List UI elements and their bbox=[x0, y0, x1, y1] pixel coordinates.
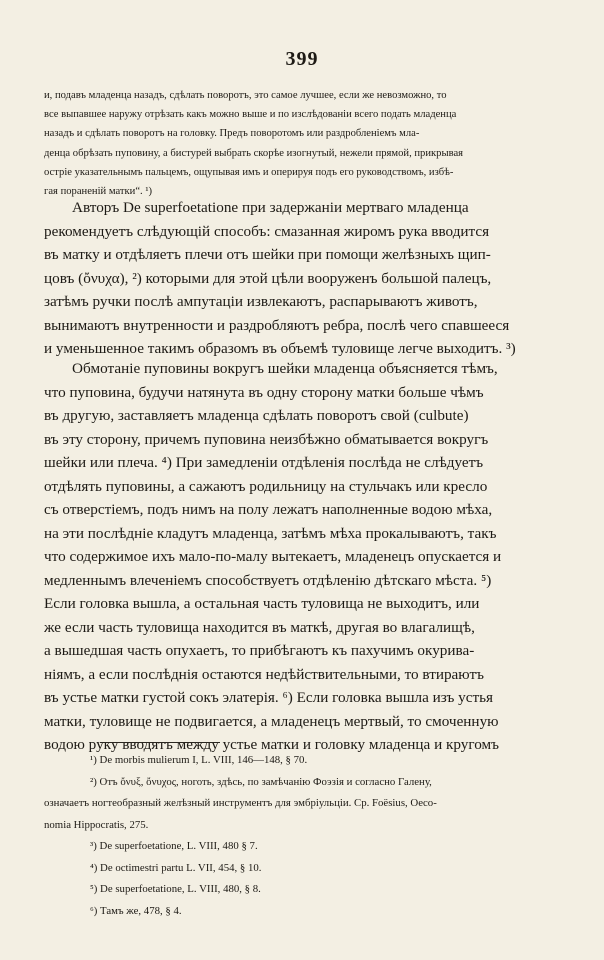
footnotes bbox=[44, 750, 556, 922]
text-line: затѣмъ ручки послѣ ампутаціи извлекаютъ, распарываютъ животъ, bbox=[44, 293, 478, 310]
text-line: назадъ и сдѣлать поворотъ на головку. Предъ поворотомъ или раздробленіемъ мла- bbox=[44, 128, 420, 140]
text-line: рекомендуетъ слѣдующій способъ: смазанная жиромъ рука вводится bbox=[44, 222, 490, 240]
text-line: что пуповина, будучи натянута въ одну сторону матки больше чѣмъ bbox=[44, 383, 484, 401]
text-line: ніямъ, а если послѣднія остаются недѣйствительными, то втираютъ bbox=[44, 665, 484, 683]
footnote-continuation: означаетъ ногтеобразный желѣзный инструментъ для эмбріульціи. Ср. Foësius, Oeco- bbox=[44, 797, 437, 809]
text-line: въ устье матки густой сокъ элатерія. ⁶) Если головка вышла изъ устья bbox=[44, 689, 494, 706]
text-line: денца обрѣзать пуповину, а бистурей выбрать скорѣе изогнутый, нежели прямой, прикрывая bbox=[44, 147, 464, 159]
text-line: въ другую, заставляетъ младенца сдѣлать поворотъ свой (culbute) bbox=[44, 407, 469, 424]
text-line: вынимаютъ внутренности и раздробляютъ ребра, послѣ чего спавшееся bbox=[44, 316, 510, 334]
text-line: матки, туловище не подвигается, а младенецъ мертвый, то смоченную bbox=[44, 712, 499, 730]
text-line: Если головка вышла, а остальная часть туловища не выходитъ, или bbox=[44, 595, 480, 612]
footnote-separator bbox=[100, 742, 220, 743]
text-line: Обмотаніе пуповины вокругъ шейки младенца объясняется тѣмъ, bbox=[72, 360, 498, 377]
text-line: а вышедшая часть опухаетъ, то прибѣгаютъ къ пахучимъ окурива- bbox=[44, 642, 475, 659]
text-line: медленнымъ влеченіемъ способствуетъ отдѣленію дѣтскаго мѣста. ⁵) bbox=[44, 571, 492, 589]
paragraph-1 bbox=[44, 196, 556, 361]
text-line: съ отверстіемъ, подъ нимъ на полу лежатъ наполненные водою мѣха, bbox=[44, 501, 493, 518]
page-number: 399 bbox=[285, 48, 319, 70]
footnote: ²) Отъ ὄνυξ, ὄνυχος, ноготь, здѣсь, по замѣчанію Фоэзія и согласно Галену, bbox=[90, 775, 432, 788]
text-line: отдѣлять пуповины, а сажаютъ родильницу на стульчакъ или кресло bbox=[44, 477, 488, 495]
text-line: что содержимое ихъ мало-по-малу вытекаетъ, младенецъ опускается и bbox=[44, 548, 502, 565]
footnote: ⁴) De octimestri partu L. VII, 454, § 10. bbox=[90, 861, 262, 874]
text-line: острiе указательнымъ пальцемъ, ощупывая имъ и оперируя подъ его руководствомъ, избѣ- bbox=[44, 166, 454, 178]
top-paragraph bbox=[44, 86, 556, 201]
text-line: водою руку вводятъ между устье матки и головку младенца и кругомъ bbox=[44, 736, 499, 753]
text-line: все выпавшее наружу отрѣзать какъ можно выше и по изслѣдованіи всего подать младенца bbox=[44, 109, 457, 121]
paragraph-2 bbox=[44, 357, 556, 757]
text-line: въ эту сторону, причемъ пуповина неизбѣжно обматывается вокругъ bbox=[44, 430, 489, 448]
text-line: шейки или плеча. ⁴) При замедленіи отдѣленія послѣда не слѣдуетъ bbox=[44, 454, 484, 471]
footnote-continuation: nomia Hippocratis, 275. bbox=[44, 818, 149, 831]
footnote: ⁵) De superfoetatione, L. VIII, 480, § 8. bbox=[90, 883, 261, 895]
footnote: ⁶) Тамъ же, 478, § 4. bbox=[90, 904, 182, 917]
text-line: на эти послѣдніе кладутъ младенца, затѣмъ мѣха прокалываютъ, такъ bbox=[44, 524, 497, 542]
text-line: же если часть туловища находится въ маткѣ, другая во влагалищѣ, bbox=[44, 618, 475, 636]
text-line: и, подавъ младенца назадъ, сдѣлать поворотъ, это самое лучшее, если же невозможно, то bbox=[44, 90, 447, 101]
text-line: Авторъ De superfoetatione при задержаніи мертваго младенца bbox=[72, 199, 469, 216]
text-line: гая пораненій матки“. ¹) bbox=[44, 186, 153, 198]
text-line: цовъ (ὄνυχα), ²) которыми для этой цѣли вооруженъ большой палецъ, bbox=[44, 269, 492, 287]
text-line: и уменьшенное такимъ образомъ въ объемѣ туловище легче выходитъ. ³) bbox=[44, 340, 516, 357]
text-line: въ матку и отдѣляетъ плечи отъ шейки при помощи желѣзныхъ щип- bbox=[44, 246, 491, 263]
footnote: ¹) De morbis mulierum I, L. VIII, 146—148, § 70. bbox=[90, 754, 308, 766]
footnote: ³) De superfoetatione, L. VIII, 480 § 7. bbox=[90, 840, 258, 852]
